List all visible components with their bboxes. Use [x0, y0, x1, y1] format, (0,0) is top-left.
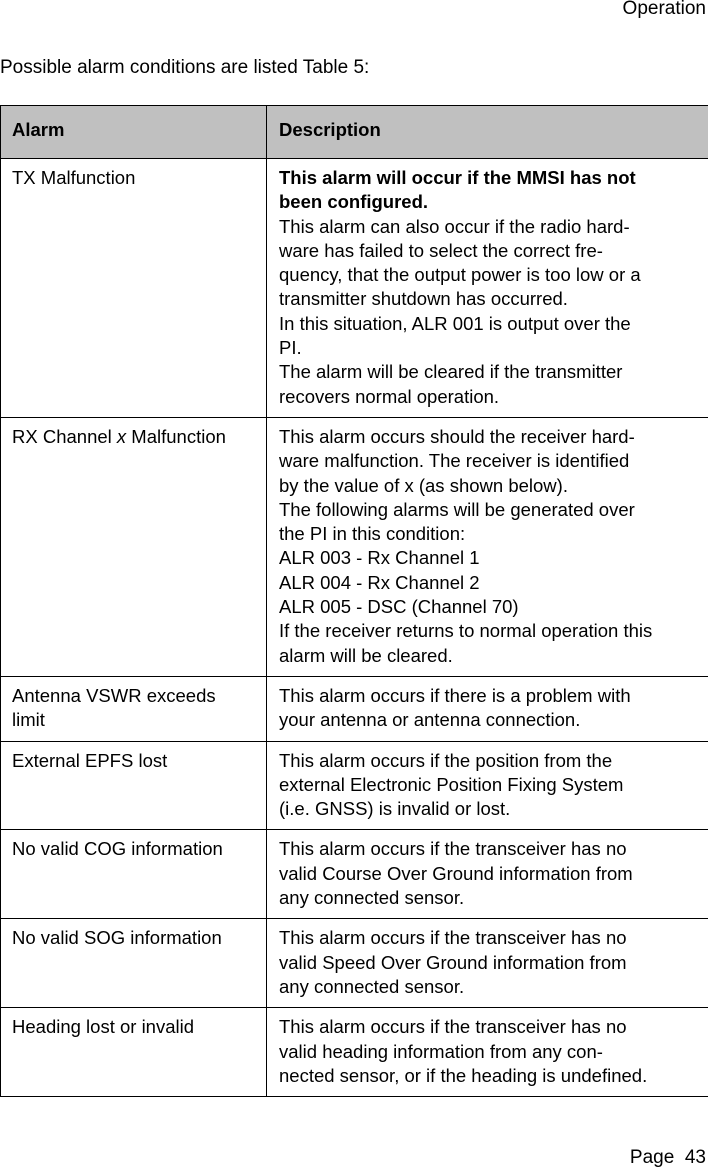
description-line: The following alarms will be generated over	[279, 498, 635, 520]
description-line: recovers normal operation.	[279, 385, 500, 407]
alarm-cell	[1, 919, 267, 1008]
alarm-name: External EPFS lost	[12, 749, 168, 771]
alarm-cell	[1, 741, 267, 830]
table-row	[1, 830, 708, 919]
description-cell	[267, 1008, 708, 1097]
description-line: transmitter shutdown has occurred.	[279, 288, 568, 310]
description-cell	[267, 417, 708, 676]
table-row	[1, 741, 708, 830]
description-line: (i.e. GNSS) is invalid or lost.	[279, 798, 511, 820]
alarm-conditions-table	[0, 105, 708, 1097]
description-cell	[267, 830, 708, 919]
alarm-cell	[1, 676, 267, 741]
page-label: Page	[629, 1147, 675, 1168]
alarm-name-suffix: Malfunction	[126, 425, 226, 447]
description-line: alarm will be cleared.	[279, 644, 453, 666]
alarm-name: TX Malfunction	[12, 167, 136, 188]
description-line: nected sensor, or if the heading is undefined.	[279, 1064, 648, 1086]
table-row	[1, 159, 708, 418]
description-line: ALR 005 - DSC (Channel 70)	[279, 596, 519, 618]
running-header: Operation	[622, 0, 706, 19]
description-line: This alarm occurs if the transceiver has no	[279, 927, 627, 949]
alarm-name: No valid COG information	[12, 838, 223, 860]
alarm-name: Antenna VSWR exceeds	[12, 684, 216, 706]
alarm-name	[12, 425, 258, 449]
description-line: This alarm occurs if the position from the	[279, 749, 613, 771]
description-line: PI.	[279, 337, 302, 359]
description-line: by the value of x (as shown below).	[279, 474, 568, 496]
alarm-name-variable: x	[116, 425, 127, 447]
description-line: valid Speed Over Ground information from	[279, 951, 627, 973]
column-header-alarm: Alarm	[1, 106, 267, 159]
description-line: This alarm occurs if the transceiver has no	[279, 1016, 627, 1038]
description-line: any connected sensor.	[279, 887, 465, 909]
description-line: any connected sensor.	[279, 975, 465, 997]
table-row	[1, 676, 708, 741]
alarm-cell	[1, 1008, 267, 1097]
description-line: external Electronic Position Fixing System	[279, 773, 624, 795]
description-line: If the receiver returns to normal operation this	[279, 620, 653, 642]
table-row	[1, 1008, 708, 1097]
description-line: ware malfunction. The receiver is identified	[279, 450, 630, 472]
page-footer	[630, 1147, 706, 1169]
description-cell	[267, 676, 708, 741]
description-line: The alarm will be cleared if the transmitter	[279, 361, 623, 383]
description-line: valid heading information from any con-	[279, 1040, 603, 1062]
page-number: 43	[684, 1147, 706, 1168]
description-line: your antenna or antenna connection.	[279, 709, 581, 731]
alarm-cell	[1, 417, 267, 676]
table-row	[1, 919, 708, 1008]
description-line: This alarm occurs if there is a problem with	[279, 684, 631, 706]
table-row	[1, 417, 708, 676]
description-line: valid Course Over Ground information from	[279, 862, 633, 884]
alarm-name-prefix: RX Channel	[12, 425, 117, 447]
description-line: This alarm occurs should the receiver hard-	[279, 425, 635, 447]
description-emphasis: been configured.	[279, 191, 429, 213]
alarm-cell	[1, 830, 267, 919]
intro-paragraph: Possible alarm conditions are listed Table 5:	[0, 57, 370, 78]
table-header-row	[1, 106, 708, 159]
description-emphasis: This alarm will occur if the MMSI has not	[279, 167, 636, 188]
description-line: ALR 003 - Rx Channel 1	[279, 547, 480, 569]
description-line: quency, that the output power is too low or a	[279, 264, 641, 286]
description-line: This alarm occurs if the transceiver has no	[279, 838, 627, 860]
alarm-cell	[1, 159, 267, 418]
description-cell	[267, 919, 708, 1008]
description-line: In this situation, ALR 001 is output over the	[279, 312, 631, 334]
description-line: This alarm can also occur if the radio hard-	[279, 215, 630, 237]
description-cell	[267, 159, 708, 418]
column-header-description: Description	[267, 106, 708, 159]
description-cell	[267, 741, 708, 830]
alarm-name: Heading lost or invalid	[12, 1016, 195, 1038]
description-line: ALR 004 - Rx Channel 2	[279, 571, 480, 593]
alarm-name: limit	[12, 709, 45, 731]
alarm-name: No valid SOG information	[12, 927, 222, 949]
description-line: the PI in this condition:	[279, 523, 466, 545]
description-line: ware has failed to select the correct fre-	[279, 239, 603, 261]
